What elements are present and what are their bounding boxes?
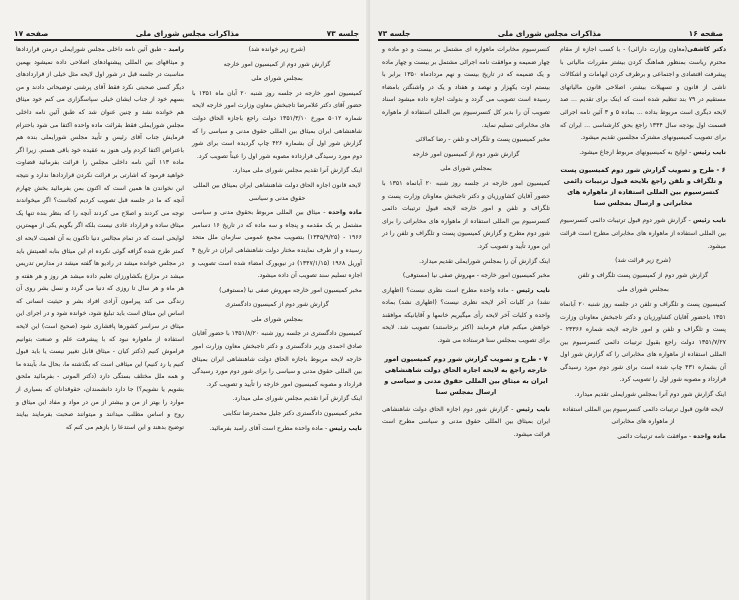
page-16 <box>370 0 739 600</box>
publication-title: مذاکرات مجلس شورای ملی <box>497 29 602 38</box>
section-heading: ۶ - طرح و تصویب گزارش شور دوم کمیسیون پست و تلگراف و تلفن راجع بلایحه قبول ترتیبات دائمی کنسرسیوم بین المللی استفاده از ماهواره های مخابراتی و ارسال بمجلس سنا <box>560 166 726 208</box>
bill-title: لایحه قانون قبول ترتیبات دائمی کنسرسیوم بین المللی استفاده از ماهواره های مخابراتی <box>562 405 724 426</box>
speaker-label: رامبد <box>168 46 184 53</box>
page-number: صفحه ۱۷ <box>14 29 49 38</box>
paragraph: اینک گزارش آنرا تقدیم مجلس شورای ملی میدارد. <box>232 395 362 403</box>
section-heading: ۷ - طرح و تصویب گزارش شور دوم کمیسیون امور خارجه راجع به لایحه اجازه الحاق دولت شاهنشاهی ایران به میثاق بین المللی حقوق مدنی و سیاسی و ارسال بمجلس سنا <box>384 354 548 396</box>
article-label: ماده واحده <box>328 209 362 217</box>
report-title: گزارش شور دوم از کمیسیون امور خارجه <box>412 150 520 158</box>
report-addressee: بمجلس شورای ملی <box>440 165 492 173</box>
speaker-label: نایب رئیس <box>516 405 550 413</box>
publication-title: مذاکرات مجلس شورای ملی <box>135 29 240 38</box>
speech: نایب رئیس - لوایح به کمیسیونهای مربوط ارجاع میشود. <box>579 148 726 156</box>
paragraph: کنسرسیوم مخابرات ماهواره ای مشتمل بر بیست و دو ماده و چهار ضمیمه و موافقت نامه اجرائی مشتمل بر بیست و چهار ماده و یک ضمیمه که در تاریخ بیست و نهم مردادماه ۱۳۵۰ برابر با بیستم اوت یکهزار و نهصد و هفتاد و یک در واشنگتن بامضاء رسیده است تصویب می گردد و بدولت اجازه داده میشود اسناد تصویب آن را بدیر کل کنسرسیوم بین المللی استفاده از ماهواره های مخابراتی تسلیم نماید. <box>382 46 550 129</box>
speaker-label: نایب رئیس <box>693 148 726 156</box>
page-header <box>14 24 359 38</box>
note: (شرح زیر قرائت شد) <box>615 257 671 265</box>
speaker-label: نایب رئیس <box>692 217 726 225</box>
paragraph: کمیسیون پست و تلگراف و تلفن در جلسه روز شنبه ۲۰ آبانماه ۱۳۵۱ باحضور آقایان کشاورزیان و دکتر تاجبخش معاونان وزارت پست و تلگراف و تلفن و امور خارجه لایحه شماره ۲۳۳۶۶ - ۱۳۵۱/۷/۲۷ دولت راجع بقبول ترتیبات دائمی کنسرسیوم بین المللی استفاده از ماهواره های مخابراتی را که گزارش شور اول آن بشماره ۴۳۱ چاپ شده است برای شور دوم مورد رسیدگی قرارداد و مصوبه شور اول را تصویب کرد. <box>560 300 727 384</box>
speech: رامبد - طبق آئین نامه داخلی مجلس شورایملی درمتن قراردادها و میثاقهای بین المللی پیشنهادهای اصلاحی داده نمیشود بهمین مناسبت در جلسه قبل در شور اول لایحه مثل خیلی از قراردادهای دیگر کسی صحبتی نکرد فقط آقای پرشنی توضیحاتی دادند و من بسهم خود از جناب ایشان خیلی سپاسگزاری می کنم خود میثاق هم خوانده نشد و چنین عنوان شد که طبق آئین نامه داخلی مجلس شورایملی فقط بقرائت ماده واحده اکتفا می شود باحترام فرمایش جناب آقای رئیس و تأیید مجلس شورایملی بنده هم باعتراض اکتفا کردم ولی هنوز به عقیده خود باقی هستم. زیرا اگر ماده ۱۱۳ آئین نامه داخلی مجلس را قرائت بفرمائید قضاوت خواهید فرمود که اشارتی بر قرائت نکردن قراردادها ندارد و نتیجه این نخواندن ها همین است که اکنون بمن بفرمائید بخش چهارم آنچه که ما در جلسه قبل تصویب کردیم کجاست؟ اگر میخواندند توجه می کردند و اصلاح می کردند آنچه را که بنظر بنده تنها یک میثاق ساده و قرارداد عادی نیست بلکه اگر بگویم یکی از مهمترین لوایحی است که در تمام مجالس دنیا تاکنون به آن اهمیت لایحه ای کمتر طرح شده گزافه گوئی نکرده ام این میثاق بنابه اهمیتش باید در مجلس خوانده میشد در رادیو ها گفته میشد در مدارس تدریس میشد در مزارع بکشاورزان تعلیم داده میشد هر روز و هر هفته و هر ماه و هر سال تا روزی که دنیا می گردد و نسل بشر روی آن زندگی می کند پیرامون آزادی افراد بشر و حیثیت انسانی که اساس این میثاق است باید تبلیغ شود، خوانده شود و در اجرای این میثاق در سراسر کشورها پافشاری شود (صحیح است) این لایحه استفاده از ماهواره نبود که با پیشرفت علم و صنعت بتوانیم فراموش کنیم (دکتر کیان - میثاق قابل تغییر نیست یا باید قبول کنیم یا رد کنیم) این میثاقی است که بگذشته ما، بحال ما، بآینده ما و همه ملل مختلف بستگی دارد (دکتر الموتی - بفرمائید ملحق بشویم یا نشویم؟) جا دارد دانشمندان، حقوقدانان که بسیاری از موارد را بهتر از من و بیشتر از من در مواد و مفاد این میثاق و روح و اساس مطلب میدانند و میتوانند صحبت بفرمایند بیایند توضیح بدهند و این استدعا را بازهم می کنم که <box>16 46 184 431</box>
session-number: جلسه ۷۳ <box>378 29 411 38</box>
header-rule <box>14 39 359 41</box>
report-title: گزارش شور دوم از کمیسیون پست تلگراف و تلفن <box>577 271 709 279</box>
paragraph: کمیسیون امور خارجه در جلسه روز شنبه ۲۰ آبان ماه ۱۳۵۱ با حضور آقای دکتر غلامرضا تاجبخش معاون وزارت امور خارجه لایحه شماره ۵۰۱۲ مورخ ۱۳۵۱/۳/۱۰ دولت راجع باجازه الحاق دولت شاهنشاهی ایران بمیثاق بین المللی حقوق مدنی و سیاسی را که گزارش شور اول آن بشماره ۴۲۶ چاپ گردیده است برای شور دوم مورد رسیدگی قرارداده مصوبه شور اول را عیناً تصویب کرد. <box>192 89 363 160</box>
speaker-label: نایب رئیس <box>329 424 362 432</box>
report-title: گزارش شور دوم از کمیسیون دادگستری <box>225 301 329 309</box>
speech: نایب رئیس - ماده واحده مطرح است نظری نیست؟ (اظهاری نشد) در کلیات آخر لایحه نظری نیست؟ (اظهاری نشد) بماده واحده و کلیات آخر لایحه رأی میگیریم خانمها و آقایانیکه موافقند خواهش میکنم قیام فرمایند (اکثر برخاستند) تصویب شد. لایحه برای تصویب بمجلس سنا فرستاده می شود. <box>382 286 550 345</box>
page-number: صفحه ۱۶ <box>688 29 723 38</box>
paragraph: ماده واحده - موافقت نامه ترتیبات دائمی <box>617 432 726 440</box>
article-label: ماده واحده <box>693 432 726 440</box>
report-addressee: بمجلس شورای ملی <box>617 286 669 294</box>
paragraph: اینک گزارش شور دوم آنرا بمجلس شورایملی تقدیم میدارد. <box>574 391 726 399</box>
paragraph: اینک گزارش آنرا تقدیم مجلس شورای ملی میدارد. <box>232 167 362 175</box>
header-rule <box>378 39 723 41</box>
column-right <box>192 44 362 437</box>
report-addressee: بمجلس شورای ملی <box>251 315 303 323</box>
paragraph: اینک گزارش آن را بمجلس شورایملی تقدیم میدارد. <box>419 257 550 265</box>
column-left <box>16 44 184 436</box>
signature: مخبر کمیسیون دادگستری دکتر جلیل محمدرضا تنکابنی <box>222 410 362 418</box>
column-right <box>560 44 726 445</box>
paragraph: کمیسیون دادگستری در جلسه روز شنبه ۱۳۵۱/۸/۲۰ با حضور آقایان صادق احمدی وزیر دادگستری و دکتر تاجبخش معاون وزارت امور خارجه لایحه مربوط باجازه الحاق دولت شاهنشاهی ایران بمیثاق بین المللی حقوق مدنی و سیاسی را برای شور دوم مورد رسیدگی قرارداد و مصوبه کمیسیون امور خارجه را تأیید و تصویب کرد. <box>192 330 362 388</box>
speech: دکتر کاشفی(معاون وزارت دارائی) - با کسب اجازه از مقام محترم ریاست بمنظور هماهنگ کردن بیشتر مقررات مالیاتی با پیشرفت اقتصادی و اجتماعی و برطرف کردن ابهامات و اشکالات ناشی از قانون و تسهیلات بیشتر، اصلاحی قانون مالیاتهای مستقیم در ۷۹ بند تنظیم شده است که اینک برای تقدیم ... صد لایحه دیگری است مربوط بداده ... بماده ۵ و ۳ آئین نامه اجرائی قسمت اول بودجه سال ۱۳۴۴ راجع بحق کارشناسی ... ایران که برای تصویب کمیسیونهای مشترک مجلسین تقدیم میشود. <box>560 46 727 142</box>
signature: مخبر کمیسیون امور خارجه - مهروش صفی نیا (مستوفی) <box>402 272 550 280</box>
speaker-label: نایب رئیس <box>516 286 550 294</box>
session-number: جلسه ۷۳ <box>326 29 359 38</box>
paragraph: ماده واحده - میثاق بین المللی مربوط بحقوق مدنی و سیاسی مشتمل بر یک مقدمه و پنجاه و سه ماده که در تاریخ ۱۶ دسامبر ۱۹۶۶ - (۱۳۴۵/۹/۲۵) بتصویب مجمع عمومی سازمان ملل متحد رسیده و از طرف نماینده مختار دولت شاهنشاهی ایران در تاریخ ۴ آوریل ۱۹۶۸ (۱۳۴۷/۱/۱۵) در نیویورک امضاء شده است تصویب و اجازه تسلیم سند تصویب آن داده میشود. <box>192 209 363 280</box>
bill-title: لایحه قانون اجازه الحاق دولت شاهنشاهی ایران بمیثاق بین المللی حقوق مدنی و سیاسی <box>193 181 361 202</box>
speech: نایب رئیس - گزارش شور دوم اجازه الحاق دولت شاهنشاهی ایران بمیثاق بین المللی حقوق مدنی و سیاسی مطرح است قرائت میشود. <box>382 405 550 438</box>
report-addressee: بمجلس شورای ملی <box>251 75 303 83</box>
paragraph: نایب رئیس - ماده واحده مطرح است آقای رامبد بفرمائید. <box>209 424 362 432</box>
speech: نایب رئیس - گزارش شور دوم قبول ترتیبات دائمی کنسرسیوم بین المللی استفاده از ماهواره های مخابراتی مطرح است قرائت میشود. <box>560 217 726 250</box>
note: (شرح زیر خوانده شد) <box>248 46 306 53</box>
column-left <box>382 44 550 443</box>
speaker-label: دکتر کاشفی <box>687 46 726 53</box>
page-header <box>378 24 723 38</box>
signature: مخبر کمیسیون امور خارجه مهروش صفی نیا (مستوفی) <box>219 286 362 294</box>
report-title: گزارش شور دوم از کمیسیون امور خارجه <box>223 60 331 68</box>
signature: مخبر کمیسیون پست و تلگراف و تلفن - رضا کمالائی <box>415 136 550 144</box>
paragraph: کمیسیون امور خارجه در جلسه روز شنبه ۲۰ آبانماه ۱۳۵۱ با حضور آقایان کشاورزیان و دکتر تاجبخش معاونان وزارت پست و تلگراف و تلفن و امور خارجه لایحه قبول ترتیبات دائمی کنسرسیوم بین المللی استفاده از ماهواره های مخابراتی را برای شور دوم مطرح و گزارش کمیسیون پست و تلگراف و تلفن را در این مورد تأیید و تصویب کرد. <box>382 179 551 250</box>
